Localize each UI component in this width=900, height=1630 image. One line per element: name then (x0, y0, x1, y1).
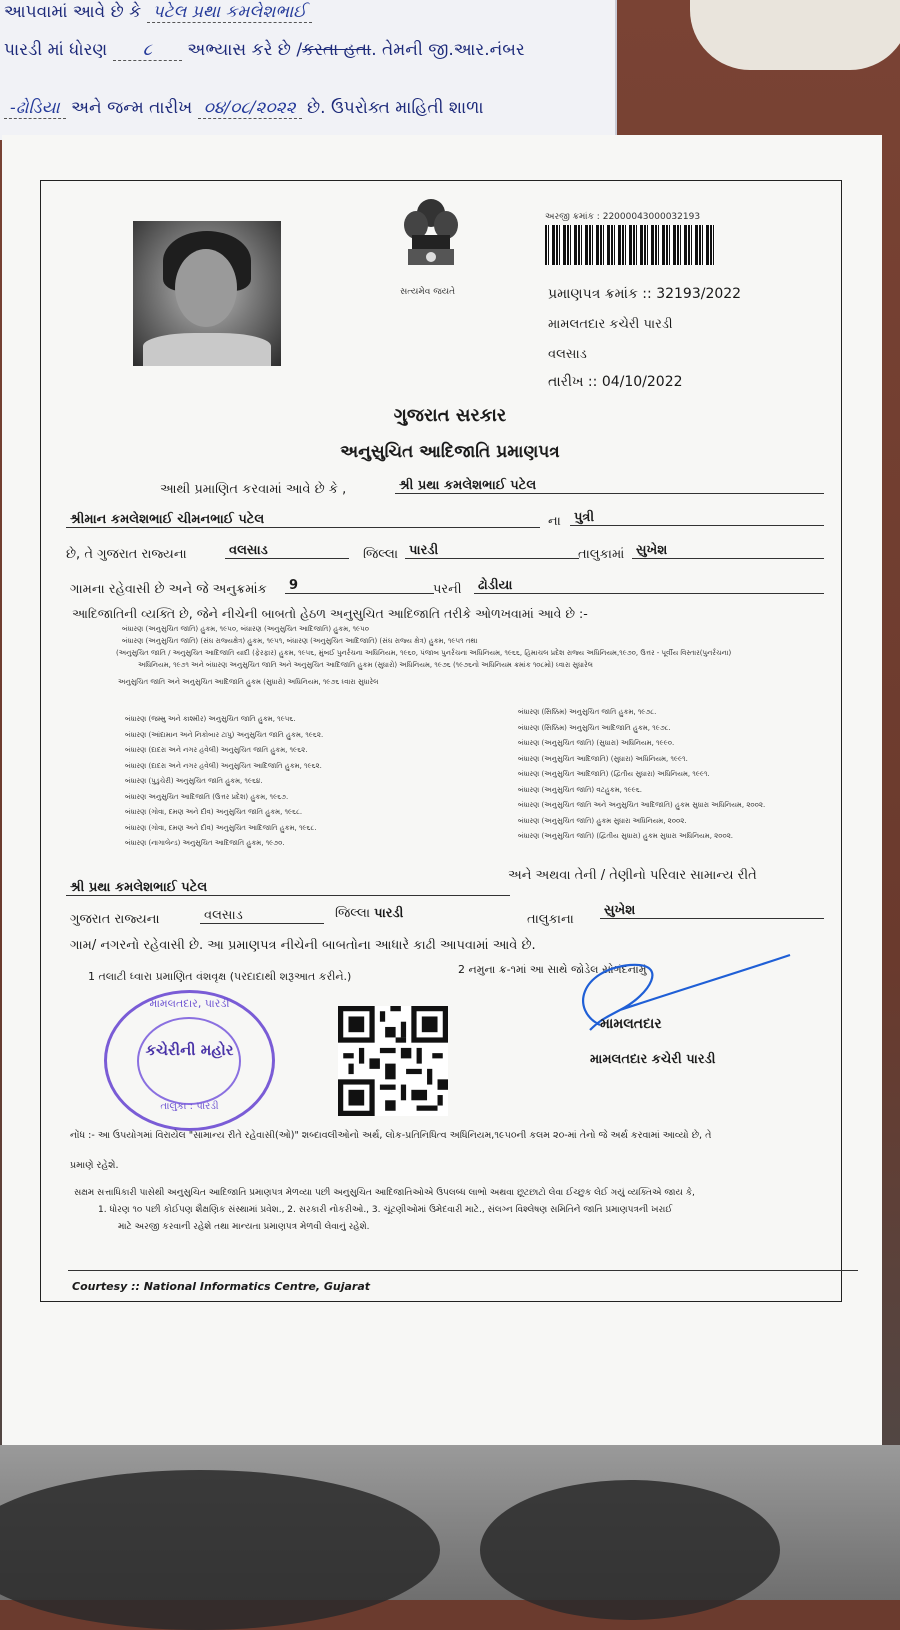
order-left-item: બંધારણ અનુસુચિત આદિજાતિ (ઉત્તર પ્રદેશ) હુકમ, ૧૯૬૭. (125, 792, 289, 801)
orders-right-list (518, 705, 765, 845)
document-1: 1 તલાટી ધ્વારા પ્રમાણિત વંશવૃક્ષ (પરદાદાથી શરૂઆત કરીને.) (88, 970, 352, 983)
form-line-2 (4, 40, 525, 60)
residence-district-label (335, 906, 403, 921)
order-right-item: બંધારણ (સિક્કિમ) અનુસુચિત જાતિ હુકમ, ૧૯૭૮. (518, 708, 657, 716)
form-line2-mid: અભ્યાસ કરે છે / (187, 40, 303, 60)
seal-inner-ring (137, 1017, 241, 1105)
seal-bottom-text: તાલુકા : પારડી (160, 1101, 219, 1112)
form-line3-date: ૦૪/૦૮/૨૦૨૨ (198, 98, 302, 119)
orders-left-list (125, 712, 323, 852)
application-number (545, 212, 700, 222)
orders-top-list (116, 623, 732, 688)
district-value: વલસાડ (225, 543, 349, 559)
form-line3-suffix: છે. ઉપરોક્ત માહિતી શાળા (307, 98, 484, 118)
holder-photo (133, 221, 281, 366)
order-left-item: બંધારણ (નાગાલેન્ડ) અનુસુચિત આદિજાતિ હુકમ, ૧૯૭૦. (125, 839, 285, 847)
order-right-item: બંધારણ (અનુસુચિત આદિજાતિ) (દ્વિતીય સુધારા) અધિનિયમ, ૧૯૯૧. (518, 770, 710, 778)
order-right-item: બંધારણ (અનુસુચિત જાતિ અને અનુસુચિત આદિજાતિ) હુકમ સુધારા અધિનિયમ, ૨૦૦૨. (518, 801, 766, 809)
serial-label: ગામના રહેવાસી છે અને જે અનુક્રમાંક (70, 582, 267, 597)
order-left-item: બંધારણ (આંદામાન અને નિકોબાર ટાપુ) અનુસુચિત જાતિ હુકમ, ૧૯૬૨. (125, 730, 324, 739)
shadow-right (480, 1480, 780, 1620)
national-emblem-icon (398, 195, 464, 283)
certificate-number-label: પ્રમાણપત્ર ક્રમાંક :: (548, 286, 652, 302)
order-left-item: બંધારણ (પુડુચેરી) અનુસુચિત જાતિ હુકમ, ૧૯૬૪. (125, 777, 263, 785)
form-line-1 (4, 2, 312, 22)
order-right-item: બંધારણ (અનુસુચિત આદિજાતિ) (સુધારા) અધિનિયમ, ૧૯૯૧. (518, 754, 688, 763)
order-right-item: બંધારણ (અનુસુચિત જાતિ) વટહુકમ, ૧૯૯૬. (518, 785, 642, 794)
issuing-office: મામલતદાર કચેરી પારડી (548, 317, 673, 332)
signature-scribble (560, 950, 795, 1040)
residence-district-label-text: જિલ્લા (335, 906, 371, 921)
taluka-label: તાલુકામાં (578, 547, 625, 562)
order-top-item: (અનુસુચિત જાતિ / અનુસુચિત આદિજાતિ યાદી (ફેરફાર) હુકમ, ૧૯૫૬, મુંબઈ પુનર્રચના અધિનિયમ, ૧૯૬૦, પંજાબ પુનર્રચના અધિનિયમ, ૧૯૬૬, હિમાચલ પ્રદેશ રાજ્ય અધિનિયમ,૧૯૭૦, ઉત્તર - પૂર્વીય વિસ્તાર(પુનર્રચના) (116, 649, 732, 657)
bowl (690, 0, 900, 70)
order-top-item: અનુસુચિત જાતિ અને અનુસુચિત આદિજાતિ હુકમ (સુધારો) અધિનિયમ, ૧૯૭૬ ધ્વારા સુધારેલ (118, 678, 379, 686)
order-left-item: બંધારણ (દાદરા અને નગર હવેલી) અનુસુચિત આદિજાતિ હુકમ, ૧૯૬૨. (125, 761, 322, 770)
form-line-3 (4, 98, 484, 118)
order-right-item: બંધારણ (સિક્કિમ) અનુસુચિત આદિજાતિ હુકમ, ૧૯૭૮. (518, 723, 671, 732)
order-left-item: બંધારણ (દાદરા અને નગર હવેલી) અનુસુચિત જાતિ હુકમ, ૧૯૬૨. (125, 746, 308, 754)
residence-state-label: ગુજરાત રાજ્યના (70, 912, 160, 927)
order-right-item: બંધારણ (અનુસુચિત જાતિ) (દ્વિતીય સુધારા) હુકમ સુધારા અધિનિયમ, ૨૦૦૨. (518, 832, 734, 840)
note-1b: પ્રમાણે રહેશે. (70, 1160, 119, 1171)
order-left-item: બંધારણ (ગોવા, દમણ અને દીવ) અનુસુચિત જાતિ હુકમ, ૧૯૬૮. (125, 808, 303, 816)
relation: પુત્રી (570, 510, 824, 526)
order-top-item: બંધારણ (અનુસુચિત જાતિ) હુકમ, ૧૯૫૦, બંધારણ (અનુસુચિત આદિજાતિ) હુકમ, ૧૯૫૦ (122, 625, 369, 633)
residence-village-value: સુખેશ (600, 903, 824, 919)
issue-date (548, 374, 683, 390)
note-3: 1. ધોરણ ૧૦ પછી કોઈપણ શૈક્ષણિક સંસ્થામાં પ્રવેશ., 2. સરકારી નોકરીઓ., 3. ચૂંટણીઓમાં ઉમેદવારી માટે., સંલગ્ન વિશ્લેષણ સમિતિને જાતિ પ્રમાણપત્રની ખરાઈ (98, 1205, 673, 1215)
note-1: નોંધ :- આ ઉપયોગમાં વિરાયેલ "સામાન્ય રીતે રહેવાસી(ઓ)" શબ્દાવલીઓનો અર્થ, લોક-પ્રતિનિધિત્વ અધિનિયમ,૧૯૫૦ની કલમ ૨૦-માં તેનો જે અર્થ કરવામાં આવ્યો છે, તે (70, 1130, 712, 1141)
certify-intro: આથી પ્રમાણિત કરવામાં આવે છે કે , (160, 482, 347, 497)
order-right-item: બંધારણ (અનુસુચિત જાતિ) (સુધારા) અધિનિયમ, ૧૯૯૦. (518, 739, 675, 747)
form-line2-prefix: પારડી માં ધોરણ (4, 40, 108, 60)
courtesy-text: Courtesy :: National Informatics Centre, Gujarat (72, 1280, 371, 1293)
serial-value: 9 (285, 578, 434, 594)
form-line2-suffix: . તેમની જી.આર.નંબર (371, 40, 525, 60)
of-label-2: પરની (433, 582, 462, 597)
application-number-label: અરજી ક્રમાંક : (545, 212, 600, 222)
qr-code (338, 1006, 448, 1116)
note-2: સક્ષમ સત્તાધિકારી પાસેથી અનુસુચિત આદિજાતિ પ્રમાણપત્ર મેળવ્યા પછી અનુસુચિત આદિજાતિઓએ ઉપલબ્ધ લાભો અથવા છૂટછાટો લેવા ઈચ્છુક લેઈ ગયું વ્યક્તિએ જાય કે, (74, 1188, 695, 1198)
certificate-title: અનુસુચિત આદિજાતિ પ્રમાણપત્ર (340, 442, 560, 462)
document-2: 2 નમુના ક્ર-૧માં આ સાથે જોડેલ સોગંદનામું (458, 963, 647, 976)
district-label: જિલ્લા (363, 547, 399, 562)
emblem-motto: સત્યમેવ જયતે (400, 287, 456, 297)
form-line1-hand: પટેલ પ્રથા કમલેશભાઈ (147, 2, 313, 23)
taluka-value: પારડી (405, 543, 579, 559)
basis-text: ગામ/ નગરનો રહેવાસી છે. આ પ્રમાણપત્ર નીચેની બાબતોના આધારે કાઢી આપવામાં આવે છે. (70, 938, 536, 953)
state-label: છે, તે ગુજરાત રાજ્યના (66, 547, 187, 562)
of-label: ના (548, 514, 561, 529)
issuing-district: વલસાડ (548, 347, 587, 362)
issue-date-value: 04/10/2022 (601, 374, 683, 390)
order-top-item: બંધારણ (અનુસુચિત જાતિ) (સંઘ રાજ્યક્ષેત્ર) હુકમ, ૧૯૫૧, બંધારણ (અનુસુચિત આદિજાતિ) (સંઘ રાજ્ય ક્ષેત્ર) હુકમ, ૧૯૫૧ તથા (122, 637, 478, 645)
residence-district-value: વલસાડ (200, 908, 324, 924)
issue-date-label: તારીખ :: (548, 374, 598, 390)
form-line2-hand: ૮ (113, 40, 182, 61)
form-line3-hand: -ઢોડિયા (4, 98, 66, 119)
residence-taluka-label: તાલુકાના (527, 912, 574, 927)
barcode (545, 225, 715, 265)
certificate-number-value: 32193/2022 (656, 286, 742, 302)
residence-holder-name: શ્રી પ્રથા કમલેશભાઈ પટેલ (66, 880, 510, 896)
school-form (0, 0, 617, 140)
form-line3-mid: અને જન્મ તારીખ (71, 98, 193, 118)
certificate-number (548, 286, 741, 302)
order-top-item: અધિનિયમ, ૧૯૭૧ અને બંધારણ અનુસુચિત જાતિ અને અનુસુચિત આદિજાતિ હુકમ (સુધારો) અધિનિયમ, ૧૯૭૬ (૧૯૭૬નો અધિનિયમ ક્રમાંક ૧૦૮મો) ધ્વારા સુધારેલ (138, 661, 593, 669)
order-left-item: બંધારણ (જમ્મુ અને કાશ્મીર) અનુસુચિત જાતિ હુકમ, ૧૯૫૬. (125, 715, 296, 723)
seal-top-text: મામલતદાર, પારડી (149, 997, 230, 1010)
signatory-office: મામલતદાર કચેરી પારડી (590, 1052, 716, 1067)
order-left-item: બંધારણ (ગોવા, દમણ અને દીવ) અનુસુચિત આદિજાતિ હુકમ, ૧૯૬૮. (125, 823, 317, 832)
signatory-title: મામલતદાર (600, 1016, 662, 1032)
footer-divider (68, 1270, 858, 1271)
tribe-line: આદિજાતિની વ્યક્તિ છે, જેને નીચેની બાબતો હેઠળ અનુસુચિત આદિજાતિ તરીકે ઓળખવામાં આવે છે :- (72, 606, 588, 621)
government-title: ગુજરાત સરકાર (393, 405, 507, 426)
village-value: સુખેશ (632, 543, 824, 559)
seal-center-text: કચેરીની મહોર (145, 1041, 234, 1059)
father-name: શ્રીમાન કમલેશભાઈ ચીમનભાઈ પટેલ (66, 512, 540, 528)
shadow-left (0, 1470, 440, 1630)
form-line2-strike: કરતા હતા (302, 40, 372, 60)
residence-taluka-value: પારડી (374, 906, 404, 921)
photo-shirt (143, 333, 271, 366)
order-right-item: બંધારણ (અનુસુચિત જાતિ) હુકમ સુધારા અધિનિયમ, ૨૦૦૨. (518, 816, 687, 825)
office-seal (104, 990, 275, 1131)
photo-face (175, 249, 237, 327)
tribe-value: ઢોડીયા (474, 578, 824, 594)
family-text: અને અથવા તેની / તેણીનો પરિવાર સામાન્ય રીતે (508, 868, 757, 883)
form-line1-prefix: આપવામાં આવે છે કે (4, 2, 142, 22)
holder-name: શ્રી પ્રથા કમલેશભાઈ પટેલ (395, 478, 824, 494)
note-3b: માટે અરજી કરવાની રહેશે તથા માન્યતા પ્રમાણપત્ર મેળવી લેવાનું રહેશે. (118, 1222, 370, 1232)
application-number-value: 22000043000032193 (602, 212, 701, 222)
